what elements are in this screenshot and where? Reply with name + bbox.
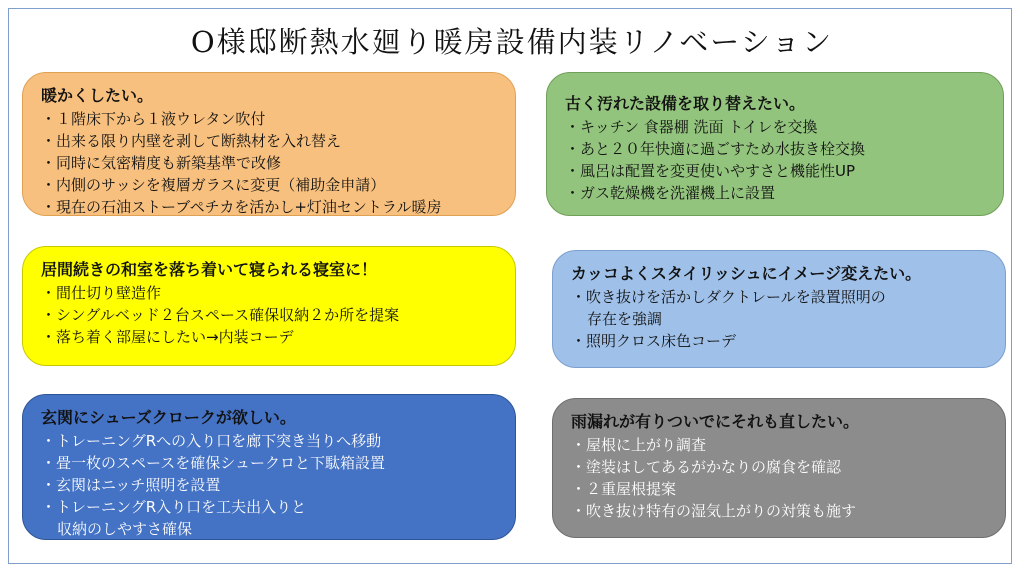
list-item: ・ トレーニングR入り口を工夫出入りと <box>41 496 497 518</box>
card-heading: カッコよくスタイリッシュにイメージ変えたい。 <box>571 264 922 283</box>
list-item: ・ シングルベッド２台スペース確保収納２か所を提案 <box>41 304 497 326</box>
list-item: ・ 吹き抜け特有の湿気上がりの対策も施す <box>571 500 987 522</box>
list-item: ・ あと２０年快適に過ごすため水抜き栓交換 <box>565 138 985 160</box>
card-heading: 玄関にシューズクロークが欲しい。 <box>41 408 296 427</box>
list-item: ・ トレーニングRへの入り口を廊下突き当りへ移動 <box>41 430 497 452</box>
card-warmth <box>22 72 516 216</box>
list-item: ・ 落ち着く部屋にしたい→内装コーデ <box>41 326 497 348</box>
list-item: ・ 畳一枚のスペースを確保シュークロと下駄箱設置 <box>41 452 497 474</box>
card-heading: 雨漏れが有りついでにそれも直したい。 <box>571 412 860 431</box>
list-item: ・ 風呂は配置を変更使いやすさと機能性UP <box>565 160 985 182</box>
list-item: ・ 塗装はしてあるがかなりの腐食を確認 <box>571 456 987 478</box>
list-item: ・ キッチン 食器棚 洗面 トイレを交換 <box>565 116 985 138</box>
list-item: ・ 同時に気密精度も新築基準で改修 <box>41 152 497 174</box>
card-entrance <box>22 394 516 540</box>
list-item: ・ ２重屋根提案 <box>571 478 987 500</box>
card-bedroom <box>22 246 516 366</box>
list-item: ・ 出来る限り内壁を剥して断熱材を入れ替え <box>41 130 497 152</box>
list-item: ・ 屋根に上がり調査 <box>571 434 987 456</box>
list-item-continuation: 収納のしやすさ確保 <box>57 520 193 538</box>
list-item: ・ １階床下から１液ウレタン吹付 <box>41 108 497 130</box>
list-item: ・ 照明クロス床色コーデ <box>571 330 987 352</box>
card-equipment <box>546 72 1004 216</box>
list-item: ・ 吹き抜けを活かしダクトレールを設置照明の <box>571 286 987 308</box>
list-item: ・ 間仕切り壁造作 <box>41 282 497 304</box>
list-item: ・ 現在の石油ストーブペチカを活かし+灯油セントラル暖房 <box>41 196 497 218</box>
list-item: ・ 玄関はニッチ照明を設置 <box>41 474 497 496</box>
card-heading: 古く汚れた設備を取り替えたい。 <box>565 94 806 113</box>
page-title: O様邸断熱水廻り暖房設備内装リノベーション <box>190 25 834 59</box>
list-item: ・ ガス乾燥機を洗濯機上に設置 <box>565 182 985 204</box>
card-heading: 暖かくしたい。 <box>41 86 154 105</box>
card-heading: 居間続きの和室を落ち着いて寝られる寝室に！ <box>41 260 378 279</box>
card-style <box>552 250 1006 368</box>
card-roof <box>552 398 1006 538</box>
list-item: ・ 内側のサッシを複層ガラスに変更（補助金申請） <box>41 174 497 196</box>
list-item-continuation: 存在を強調 <box>587 310 663 328</box>
